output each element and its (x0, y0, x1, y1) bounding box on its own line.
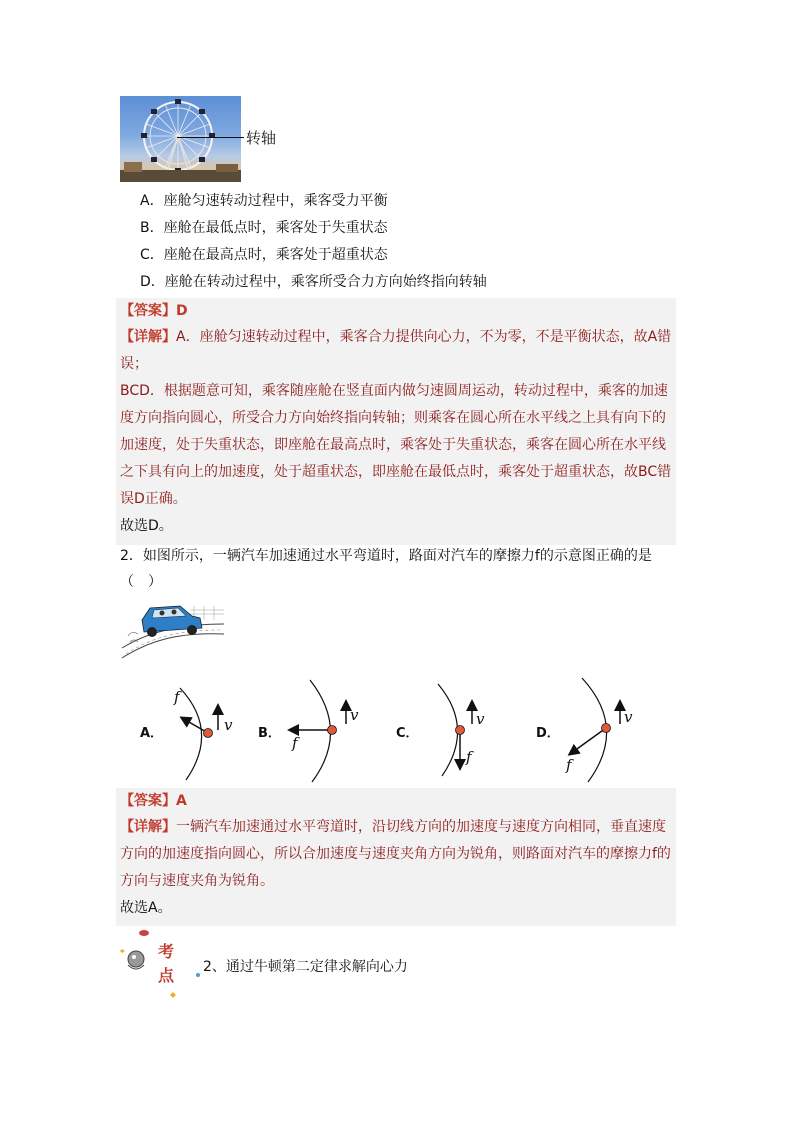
kaodian-text: 2、通过牛顿第二定律求解向心力 (203, 959, 408, 975)
answer-tag: 【答案】 (120, 793, 176, 809)
diagram-b-v: v (350, 706, 359, 724)
axis-label: 转轴 (246, 129, 277, 147)
q2-stem-line2: （ ） (120, 574, 162, 590)
answer-value: D (176, 303, 188, 319)
kaodian-badge (120, 925, 184, 1005)
diagram-c-v: v (476, 710, 485, 728)
option-c: C．座舱在最高点时，乘客处于超重状态 (140, 247, 388, 263)
diagram-a-f: f (174, 688, 180, 706)
diagram-c-label: C． (396, 726, 419, 741)
diagram-b-label: B． (258, 726, 281, 741)
diagram-a (180, 688, 218, 780)
detail-tag: 【详解】 (120, 819, 176, 835)
answer-tag: 【答案】 (120, 303, 176, 319)
q1-detail-p2: BCD．根据题意可知，乘客随座舱在竖直面内做匀速圆周运动，转动过程中，乘客的加速度方向指向圆心，所受合力方向始终指向转轴；则乘客在圆心所在水平线之上具有向下的加速度，处于失重状态，即座舱在最高点时，乘客处于失重状态，乘客在圆心所在水平线之下具有向上的加速度，处于超重状态，即座舱在最低点时，乘客处于超重状态，故BC错误D正确。 (120, 383, 672, 507)
diagram-b-f: f (292, 734, 298, 752)
option-b: B．座舱在最低点时，乘客处于失重状态 (140, 220, 388, 236)
diagram-d-f: f (566, 756, 572, 774)
diagram-b (290, 680, 346, 782)
q2-diagrams (120, 676, 680, 786)
detail-text: 一辆汽车加速通过水平弯道时，沿切线方向的加速度与速度方向相同，垂直速度方向的加速度指向圆心，所以合加速度与速度夹角方向为锐角，则路面对汽车的摩擦力f的方向与速度夹角为锐角。 (120, 819, 671, 889)
ferris-wheel-photo (120, 96, 241, 182)
q1-answer-line (120, 302, 188, 320)
diagram-a-v: v (224, 716, 233, 734)
dot-icon (196, 973, 200, 977)
option-a: A．座舱匀速转动过程中，乘客受力平衡 (140, 193, 388, 209)
option-d: D．座舱在转动过程中，乘客所受合力方向始终指向转轴 (140, 274, 487, 290)
kaodian-char-1: 考 (158, 942, 175, 961)
kaodian-char-2: 点 (158, 966, 175, 985)
diagram-c-f: f (466, 748, 472, 766)
car-curve-illustration (120, 600, 224, 662)
q2-detail (120, 814, 676, 895)
q1-conclusion: 故选D。 (120, 518, 173, 534)
diagram-d (570, 678, 620, 782)
axis-pointer-line (177, 137, 244, 138)
q2-stem-line1: 2．如图所示，一辆汽车加速通过水平弯道时，路面对汽车的摩擦力f的示意图正确的是 (120, 548, 652, 564)
answer-value: A (176, 793, 187, 809)
q2-conclusion: 故选A。 (120, 900, 172, 916)
q2-answer-line (120, 792, 187, 810)
diagram-a-label: A． (140, 726, 164, 741)
diagram-d-v: v (624, 708, 633, 726)
diagram-d-label: D． (536, 726, 560, 741)
detail-tag: 【详解】 (120, 329, 176, 345)
detail-text: A．座舱匀速转动过程中，乘客合力提供向心力，不为零，不是平衡状态，故A错误； (120, 329, 672, 372)
q1-detail-p1 (120, 324, 676, 378)
